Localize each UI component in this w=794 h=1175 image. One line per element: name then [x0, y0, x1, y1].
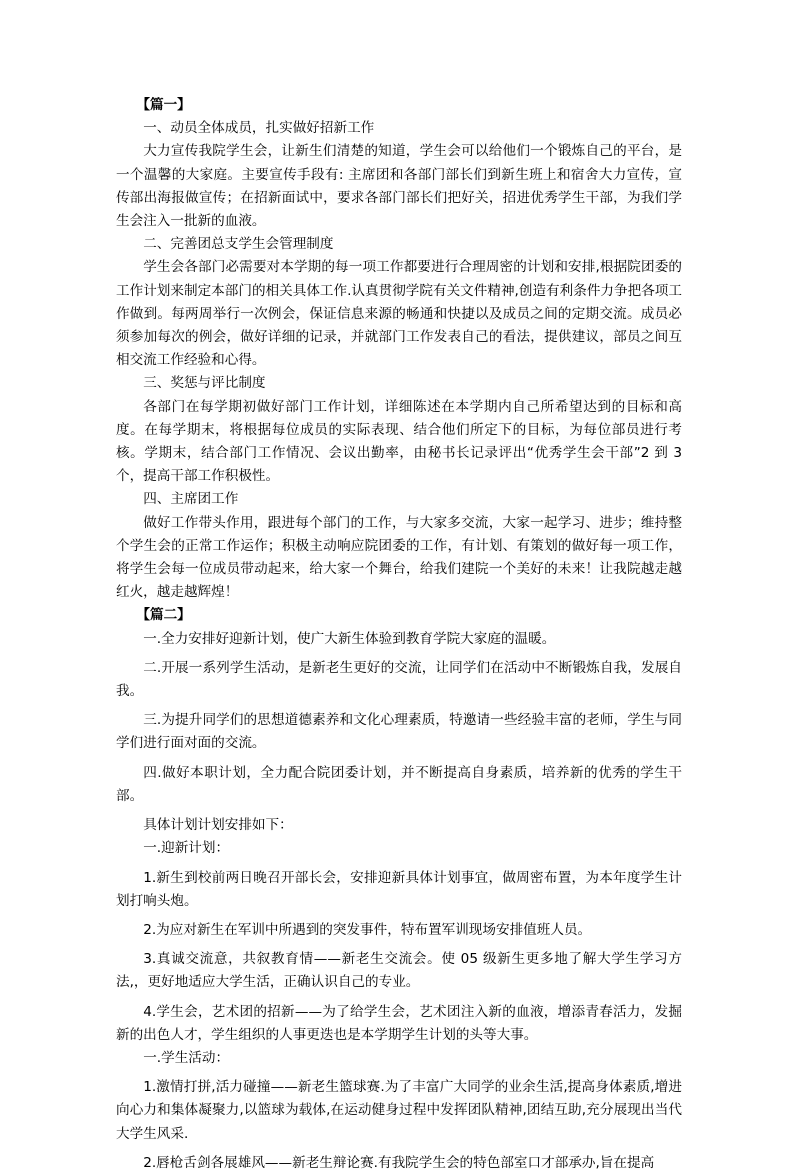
list-item: 1.激情打拼,活力碰撞——新老生篮球赛.为了丰富广大同学的业余生活,提高身体素质,增进向心力和集体凝聚力,以篮球为载体,在运动健身过程中发挥团队精神,团结互助,充分展现出当代大学生风采.: [116, 1079, 682, 1142]
document-body: [116, 94, 682, 1175]
paragraph: 各部门在每学期初做好部门工作计划，详细陈述在本学期内自己所希望达到的目标和高度。在每学期末，将根据每位成员的实际表现、结合他们所定下的目标，为每位部员进行考核。学期末，结合部门工作情况、会议出勤率，由秘书长记录评出“优秀学生会干部”2 到 3 个，提高干部工作积极性。: [116, 398, 682, 485]
heading-welcome-plan: 一.迎新计划：: [143, 840, 230, 857]
heading-rewards: 三、奖惩与评比制度: [143, 375, 266, 392]
paragraph: 做好工作带头作用，跟进每个部门的工作，与大家多交流，大家一起学习、进步；维持整个学生会的正常工作运作；积极主动响应院团委的工作，有计划、有策划的做好每一项工作，将学生会每一位成员带动起来，给大家一个舞台，给我们建院一个美好的未来！让我院越走越红火，越走越辉煌！: [116, 514, 682, 601]
heading-student-activities: 一.学生活动：: [143, 1049, 230, 1066]
section-heading-1: 【篇一】: [136, 97, 191, 113]
list-item: 一.全力安排好迎新计划，使广大新生体验到教育学院大家庭的温暖。: [143, 630, 556, 647]
list-item: 2.唇枪舌剑各展雄风——新老生辩论赛.有我院学生会的特色部室口才部承办,旨在提高: [143, 1154, 655, 1171]
paragraph: 大力宣传我院学生会，让新生们清楚的知道，学生会可以给他们一个锻炼自己的平台，是一个温馨的大家庭。主要宣传手段有: 主席团和各部门部长们到新生班上和宿舍大力宣传，宣传部出海报做宣传；在招新面试中，要求各部门部长们把好关，招进优秀学生干部，为我们学生会注入一批新的血液。: [116, 143, 682, 230]
heading-presidium: 四、主席团工作: [143, 491, 239, 508]
list-item: 2.为应对新生在军训中所遇到的突发事件，特布置军训现场安排值班人员。: [143, 921, 592, 938]
list-item: 三.为提升同学们的思想道德素养和文化心理素质，特邀请一些经验丰富的老师，学生与同学们进行面对面的交流。: [116, 712, 682, 752]
list-item: 四.做好本职计划，全力配合院团委计划，并不断提高自身素质，培养新的优秀的学生干部。: [116, 764, 682, 804]
paragraph: 学生会各部门必需要对本学期的每一项工作都要进行合理周密的计划和安排,根据院团委的工作计划来制定本部门的相关具体工作.认真贯彻学院有关文件精神,创造有利条件力争把各项工作做到。每两周举行一次例会，保证信息来源的畅通和快捷以及成员之间的定期交流。成员必须参加每次的例会，做好详细的记录，并就部门工作发表自己的看法，提供建议，部员之间互相交流工作经验和心得。: [116, 259, 682, 369]
heading-management: 二、完善团总支学生会管理制度: [143, 236, 334, 253]
section-heading-2: 【篇二】: [136, 607, 191, 624]
heading-recruitment: 一、动员全体成员，扎实做好招新工作: [143, 120, 375, 137]
list-item: 1.新生到校前两日晚召开部长会，安排迎新具体计划事宜，做周密布置，为本年度学生计划打响头炮。: [116, 869, 682, 909]
plan-intro: 具体计划计划安排如下：: [143, 817, 293, 834]
list-item: 二.开展一系列学生活动，是新老生更好的交流，让同学们在活动中不断锻炼自我，发展自我。: [116, 659, 682, 700]
list-item: 3.真诚交流意，共叙教育情——新老生交流会。使 05 级新生更多地了解大学生学习方法,，更好地适应大学生活，正确认识自己的专业。: [116, 951, 682, 991]
list-item: 4.学生会，艺术团的招新——为了给学生会，艺术团注入新的血液，增添青春活力，发掘新的出色人才，学生组织的人事更迭也是本学期学生计划的头等大事。: [116, 1003, 682, 1043]
